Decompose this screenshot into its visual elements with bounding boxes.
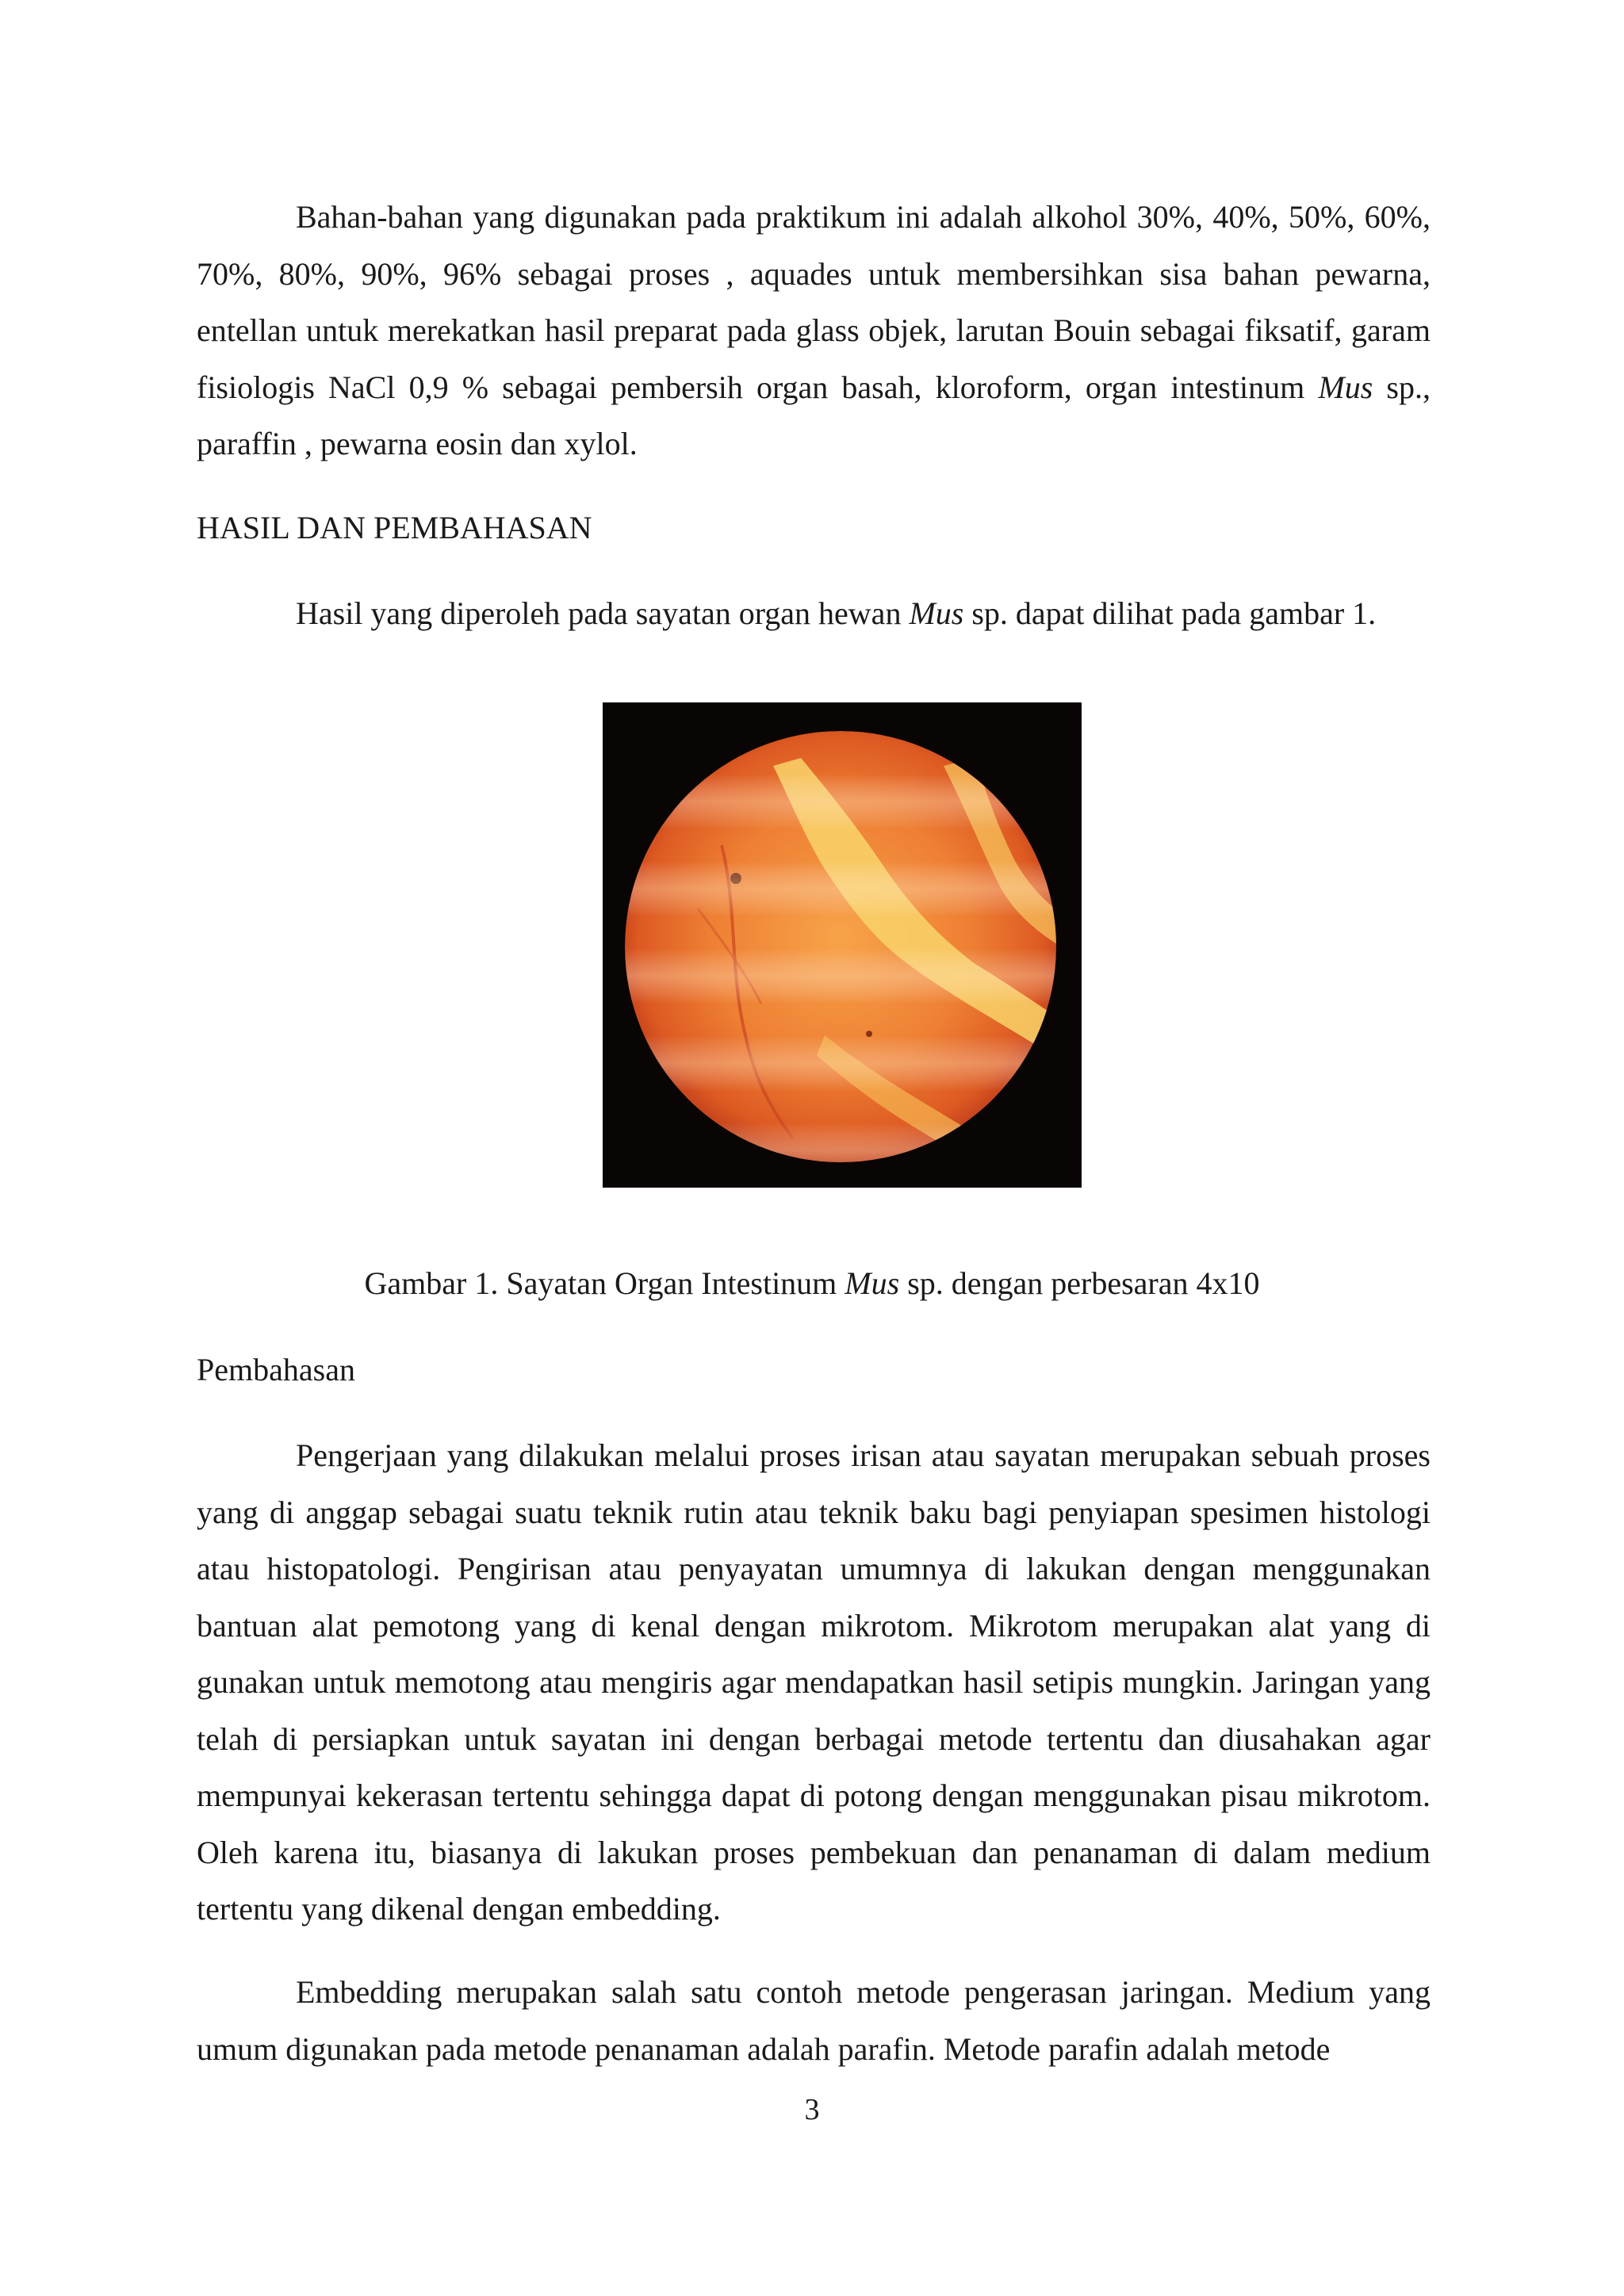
paragraph-results-text-end: sp. dapat dilihat pada gambar 1. — [963, 595, 1377, 631]
figure-caption-text-end: sp. dengan perbesaran 4x10 — [899, 1265, 1260, 1301]
section-heading-results: HASIL DAN PEMBAHASAN — [197, 510, 592, 545]
paragraph-materials — [197, 189, 1431, 473]
figure-caption-text: Gambar 1. Sayatan Organ Intestinum — [364, 1265, 845, 1301]
species-name: Mus — [1318, 369, 1373, 405]
paragraph-results — [197, 585, 1431, 642]
paragraph-discussion-1: Pengerjaan yang dilakukan melalui proses irisan atau sayatan merupakan sebuah proses yang di anggap sebagai suatu teknik rutin atau teknik baku bagi penyiapan spesimen histologi atau histopatologi. Pengirisan atau penyayatan umumnya di lakukan dengan menggunakan bantuan alat pemotong yang di kenal dengan mikrotom. Mikrotom merupakan alat yang di gunakan untuk memotong atau mengiris agar mendapatkan hasil setipis mungkin. Jaringan yang telah di persiapkan untuk sayatan ini dengan berbagai metode tertentu dan diusahakan agar mempunyai kekerasan tertentu sehingga dapat di potong dengan menggunakan pisau mikrotom. Oleh karena itu, biasanya di lakukan proses pembekuan dan penanaman di dalam medium tertentu yang dikenal dengan embedding. — [197, 1437, 1431, 1927]
paragraph-results-text: Hasil yang diperoleh pada sayatan organ hewan — [296, 595, 910, 631]
paragraph-discussion-2: Embedding merupakan salah satu contoh metode pengerasan jaringan. Medium yang umum digunakan pada metode penanaman adalah parafin. Metode parafin adalah metode — [197, 1974, 1431, 2067]
species-name: Mus — [909, 595, 964, 631]
species-name: Mus — [845, 1265, 900, 1301]
page-number: 3 — [804, 2093, 820, 2126]
paragraph-materials-text-end: sp., paraffin , pewarna eosin dan xylol. — [197, 369, 1431, 461]
micrograph-image — [603, 702, 1082, 1188]
micrograph-figure — [603, 702, 1082, 1188]
section-heading-discussion: Pembahasan — [197, 1352, 355, 1387]
figure-caption — [0, 1255, 1624, 1312]
paragraph-materials-text: Bahan-bahan yang digunakan pada praktikum ini adalah alkohol 30%, 40%, 50%, 60%, 70%, 80%, 90%, 96% sebagai proses , aquades untuk membersihkan sisa bahan pewarna, entellan untuk merekatkan hasil preparat pada glass objek, larutan Bouin sebagai fiksatif, garam fisiologis NaCl 0,9 % sebagai pembersih organ basah, kloroform, organ intestinum — [197, 199, 1431, 405]
